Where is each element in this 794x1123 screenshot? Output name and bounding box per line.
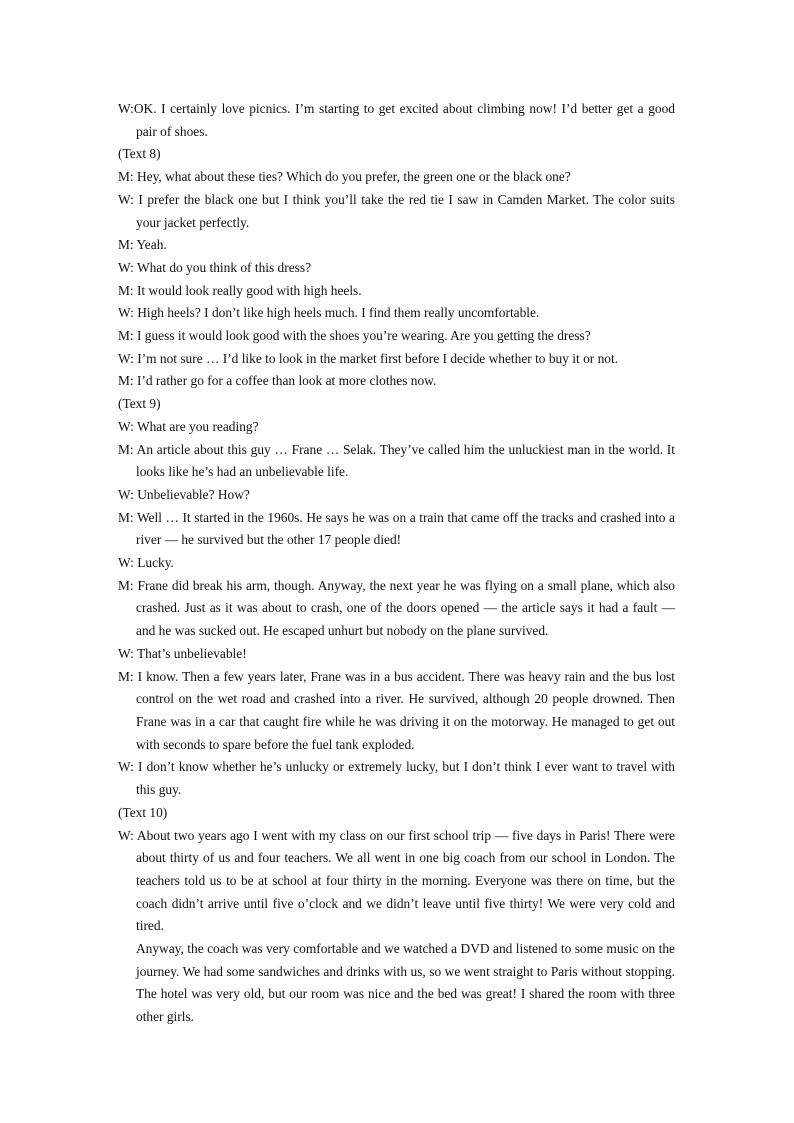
dialogue-line: M: Well … It started in the 1960s. He says he was on a train that came off the tracks and crashed into a river — he survived but the other 17 people died! [118,509,675,548]
dialogue-line: W: Unbelievable? How? [118,486,250,502]
dialogue-line: M: I’d rather go for a coffee than look at more clothes now. [118,373,437,389]
dialogue-line: W: I don’t know whether he’s unlucky or extremely lucky, but I don’t think I ever want to travel with this guy. [118,759,675,798]
dialogue-line: W: What do you think of this dress? [118,259,312,275]
section-heading: (Text 9) [118,396,161,412]
section-heading: (Text 8) [118,146,161,162]
dialogue-line: W: I prefer the black one but I think you’ll take the red tie I saw in Camden Market. The color suits your jacket perfectly. [118,191,675,230]
dialogue-line: M: Hey, what about these ties? Which do you prefer, the green one or the black one? [118,169,571,185]
dialogue-line: W: I’m not sure … I’d like to look in the market first before I decide whether to buy it or not. [118,350,619,366]
dialogue-line: M: Yeah. [118,237,167,253]
dialogue-continuation: Anyway, the coach was very comfortable and we watched a DVD and listened to some music on the journey. We had some sandwiches and drinks with us, so we went straight to Paris without stopping. The hotel was very old, but our room was nice and the bed was great! I shared the room with three other girls. [136,941,675,1025]
dialogue-line: M: An article about this guy … Frane … Selak. They’ve called him the unluckiest man in the world. It looks like he’s had an unbelievable life. [118,441,675,480]
dialogue-line: W: That’s unbelievable! [118,645,247,661]
transcript [118,98,675,1029]
section-heading: (Text 10) [118,804,168,820]
dialogue-line: W: About two years ago I went with my class on our first school trip — five days in Paris! There were about thirty of us and four teachers. We all went in one big coach from our school in London. The teachers told us to be at school at four thirty in the morning. Everyone was there on time, but the coach didn’t arrive until five o’clock and we didn’t leave until five thirty! We were very cold and tired. [118,827,675,934]
dialogue-line: W:OK. I certainly love picnics. I’m starting to get excited about climbing now! I’d better get a good pair of shoes. [118,101,675,139]
dialogue-line: M: It would look really good with high heels. [118,282,362,298]
dialogue-line: M: Frane did break his arm, though. Anyway, the next year he was flying on a small plane, which also crashed. Just as it was about to crash, one of the doors opened — the article says it had a fault — and he was sucked out. He escaped unhurt but nobody on the plane survived. [118,577,675,639]
dialogue-line: M: I know. Then a few years later, Frane was in a bus accident. There was heavy rain and the bus lost control on the wet road and crashed into a river. He survived, although 20 people drowned. Then Frane was in a car that caught fire while he was driving it on the motorway. He managed to get out with seconds to spare before the fuel tank exploded. [118,668,675,752]
dialogue-line: M: I guess it would look good with the shoes you’re wearing. Are you getting the dress? [118,328,591,344]
dialogue-line: W: Lucky. [118,555,174,571]
dialogue-line: W: High heels? I don’t like high heels much. I find them really uncomfortable. [118,305,540,321]
dialogue-line: W: What are you reading? [118,418,259,434]
